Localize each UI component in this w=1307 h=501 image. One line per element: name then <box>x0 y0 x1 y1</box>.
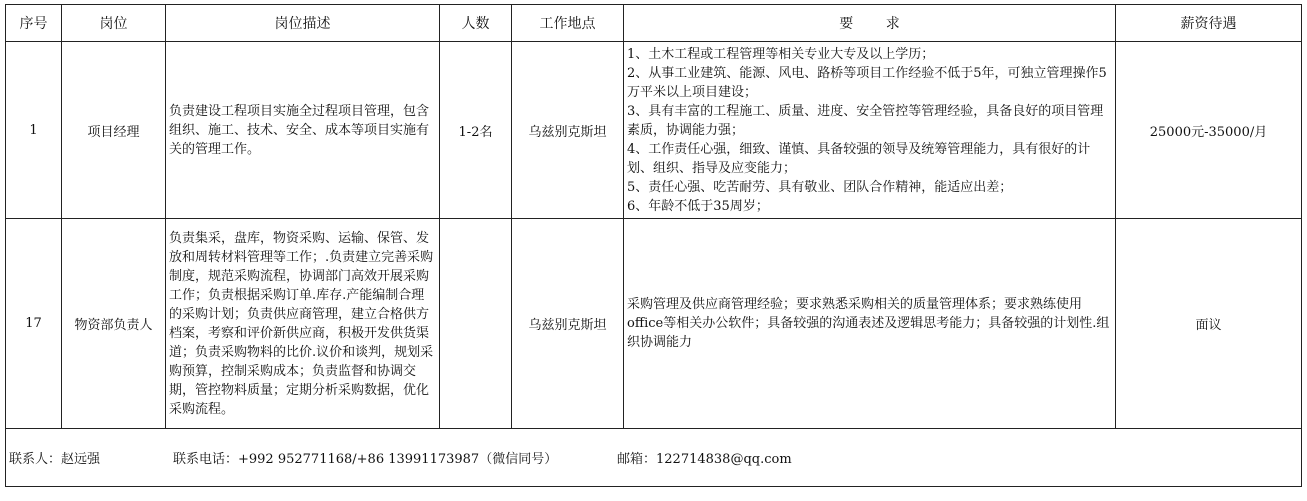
requirement-line: 5、责任心强、吃苦耐劳、具有敬业、团队合作精神，能适应出差； <box>627 179 1013 195</box>
contact-phone: 联系电话：+992 952771168/+86 13991173987（微信同号） <box>173 452 558 467</box>
cell-salary: 面议 <box>1116 219 1302 429</box>
contact-row <box>6 429 1302 487</box>
cell-requirements <box>624 42 1116 219</box>
requirement-line: 2、从事工业建筑、能源、风电、路桥等项目工作经验不低于5年，可独立管理操作5万平米以上项目建设； <box>627 65 1107 100</box>
header-requirements: 要 求 <box>624 5 1116 42</box>
header-salary: 薪资待遇 <box>1116 5 1302 42</box>
cell-seq: 17 <box>6 219 62 429</box>
requirement-line: 采购管理及供应商管理经验；要求熟悉采购相关的质量管理体系；要求熟练使用office等相关办公软件；具备较强的沟通表述及逻辑思考能力；具备较强的计划性.组织协调能力 <box>627 297 1110 350</box>
job-table <box>5 4 1302 487</box>
header-seq: 序号 <box>6 5 62 42</box>
header-location: 工作地点 <box>512 5 624 42</box>
cell-location: 乌兹别克斯坦 <box>512 42 624 219</box>
contact-email: 邮箱：122714838@qq.com <box>617 452 792 467</box>
cell-position: 项目经理 <box>62 42 166 219</box>
contact-cell <box>6 429 1302 487</box>
table-row <box>6 42 1302 219</box>
cell-description: 负责集采，盘库，物资采购、运输、保管、发放和周转材料管理等工作；.负责建立完善采购制度，规范采购流程，协调部门高效开展采购工作；负责根据采购订单.库存.产能编制合理的采购计划；负责供应商管理，建立合格供方档案，考察和评价新供应商，积极开发供货渠道；负责采购物料的比价.议价和谈判，规划采购预算，控制采购成本；负责监督和协调交期，管控物料质量；定期分析采购数据，优化采购流程。 <box>166 219 440 429</box>
cell-count: 1-2名 <box>440 42 512 219</box>
requirement-line: 1、土木工程或工程管理等相关专业大专及以上学历； <box>627 46 935 62</box>
cell-salary: 25000元-35000/月 <box>1116 42 1302 219</box>
cell-seq: 1 <box>6 42 62 219</box>
table-row <box>6 219 1302 429</box>
header-position: 岗位 <box>62 5 166 42</box>
cell-requirements <box>624 219 1116 429</box>
cell-description: 负责建设工程项目实施全过程项目管理，包含组织、施工、技术、安全、成本等项目实施有关的管理工作。 <box>166 42 440 219</box>
header-row <box>6 5 1302 42</box>
requirement-line: 4、工作责任心强，细致、谨慎、具备较强的领导及统筹管理能力，具有很好的计划、组织、指导及应变能力； <box>627 141 1091 176</box>
requirement-line: 3、具有丰富的工程施工、质量、进度、安全管控等管理经验，具备良好的项目管理素质，协调能力强； <box>627 103 1104 138</box>
cell-count <box>440 219 512 429</box>
cell-location: 乌兹别克斯坦 <box>512 219 624 429</box>
header-description: 岗位描述 <box>166 5 440 42</box>
header-count: 人数 <box>440 5 512 42</box>
contact-person: 联系人：赵远强 <box>9 452 101 467</box>
cell-position: 物资部负责人 <box>62 219 166 429</box>
requirement-line: 6、年龄不低于35周岁； <box>627 198 769 214</box>
